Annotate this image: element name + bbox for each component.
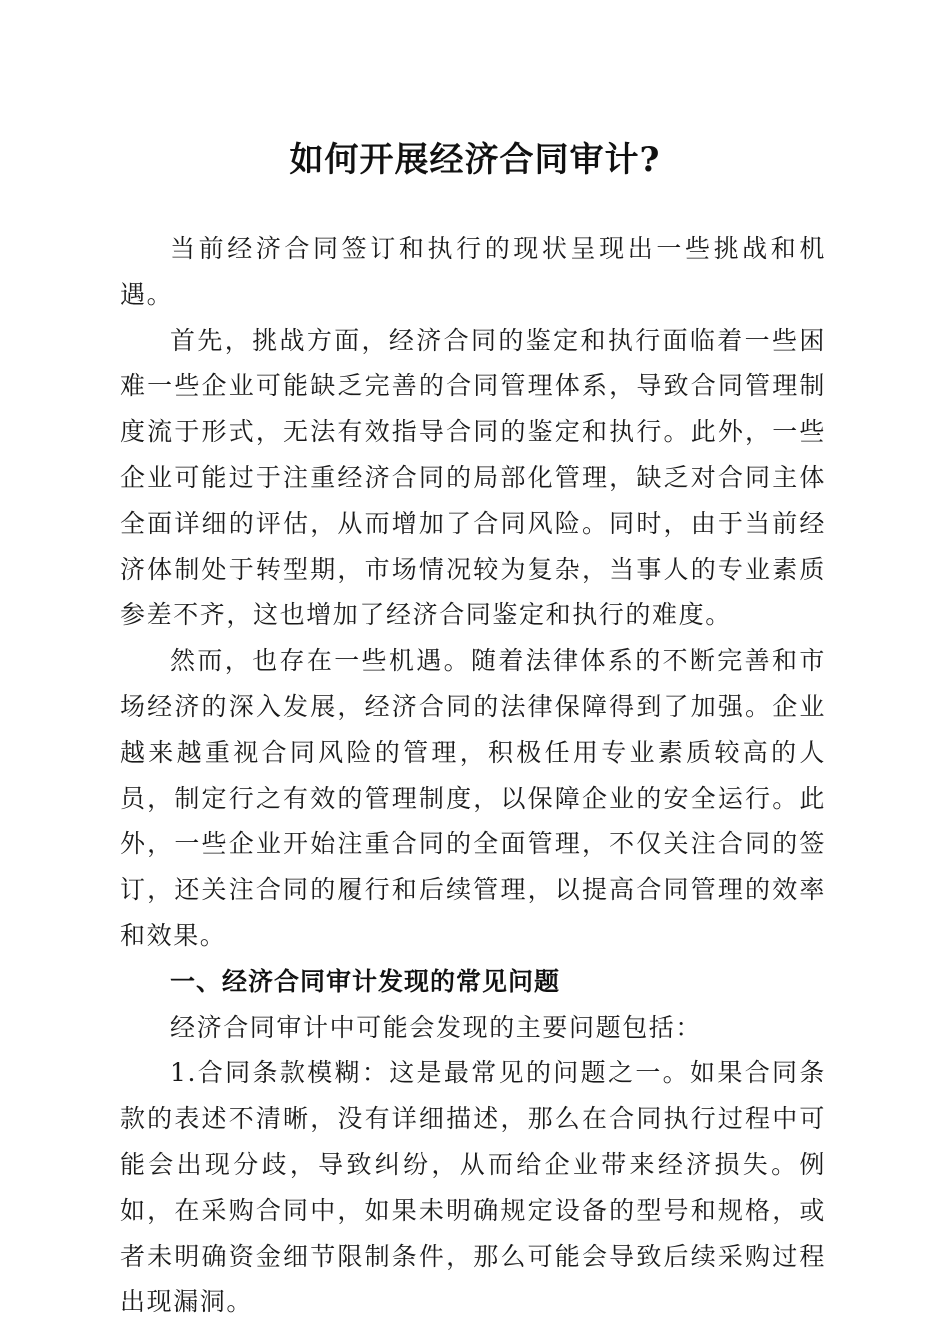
paragraph-intro: 当前经济合同签订和执行的现状呈现出一些挑战和机遇。 [120, 234, 826, 309]
document-title: 如何开展经济合同审计? [289, 140, 661, 180]
list-item-1: 1.合同条款模糊：这是最常见的问题之一。如果合同条款的表述不清晰，没有详细描述，那么在合同执行过程中可能会出现分歧，导致纠纷，从而给企业带来经济损失。例如，在采购合同中，如果未明确规定设备的型号和规格，或者未明确资金细节限制条件，那么可能会导致后续采购过程出现漏洞。 [120, 1058, 826, 1317]
document-body [120, 226, 826, 1325]
section-heading: 一、经济合同审计发现的常见问题 [170, 966, 561, 996]
section-intro: 经济合同审计中可能会发现的主要问题包括： [170, 1012, 703, 1042]
paragraph-challenges: 首先，挑战方面，经济合同的鉴定和执行面临着一些困难一些企业可能缺乏完善的合同管理体系，导致合同管理制度流于形式，无法有效指导合同的鉴定和执行。此外，一些企业可能过于注重经济合同的局部化管理，缺乏对合同主体全面详细的评估，从而增加了合同风险。同时，由于当前经济体制处于转型期，市场情况较为复杂，当事人的专业素质参差不齐，这也增加了经济合同鉴定和执行的难度。 [120, 325, 826, 630]
paragraph-opportunities: 然而，也存在一些机遇。随着法律体系的不断完善和市场经济的深入发展，经济合同的法律保障得到了加强。企业越来越重视合同风险的管理，积极任用专业素质较高的人员，制定行之有效的管理制度，以保障企业的安全运行。此外，一些企业开始注重合同的全面管理，不仅关注合同的签订，还关注合同的履行和后续管理，以提高合同管理的效率和效果。 [120, 646, 826, 950]
